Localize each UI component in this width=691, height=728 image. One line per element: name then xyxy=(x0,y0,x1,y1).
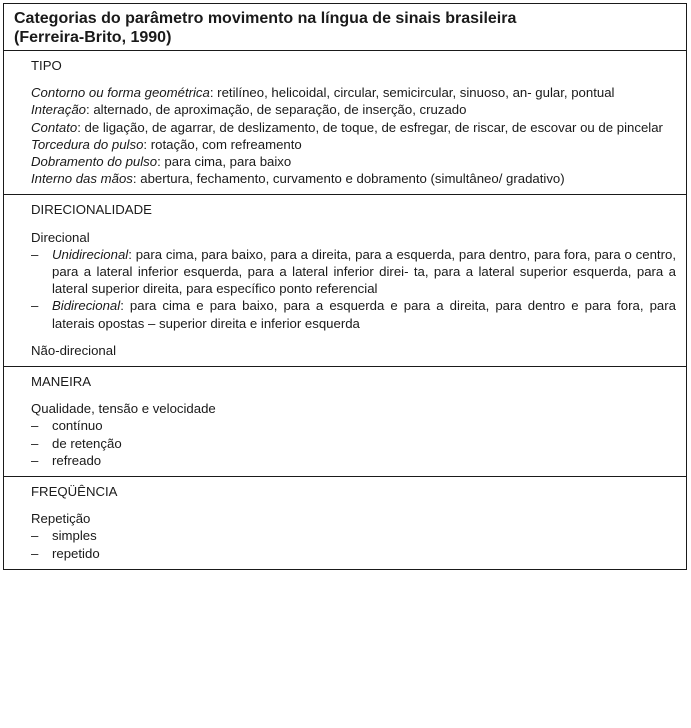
item-text: : retilíneo, helicoidal, circular, semicircular, sinuoso, an- gular, pontual xyxy=(209,85,615,101)
item-term: Dobramento do pulso xyxy=(31,154,158,170)
item-term: Interação xyxy=(31,102,86,118)
list-item xyxy=(31,153,676,170)
list-item xyxy=(31,246,676,298)
item-term: Interno das mãos xyxy=(31,171,133,187)
item-term: Unidirecional xyxy=(52,246,129,262)
item-text: : rotação, com refreamento xyxy=(143,136,302,152)
title-line-1: Categorias do parâmetro movimento na língua de sinais brasileira xyxy=(14,10,517,27)
list-item xyxy=(31,170,676,187)
dash-bullet: – xyxy=(31,452,39,468)
section-heading: DIRECIONALIDADE xyxy=(31,202,152,218)
list-item: – repetido xyxy=(31,545,100,561)
dash-bullet: – xyxy=(31,298,39,314)
list-item: – de retenção xyxy=(31,435,122,451)
item-text: : alternado, de aproximação, de separação, de inserção, cruzado xyxy=(86,102,467,118)
list-item xyxy=(31,101,676,118)
table-title xyxy=(4,4,686,51)
section-maneira xyxy=(4,367,686,477)
list-item xyxy=(31,136,676,153)
subheading: Não-direcional xyxy=(31,342,117,358)
subheading: Repetição xyxy=(31,511,91,527)
item-term: Contorno ou forma geométrica xyxy=(31,85,210,101)
dash-bullet: – xyxy=(31,528,39,544)
title-line-2: (Ferreira-Brito, 1990) xyxy=(14,29,172,46)
subheading: Direcional xyxy=(31,229,90,245)
item-text: : para cima, para baixo, para a direita, para a esquerda, para dentro, para fora, para o centro, para a lateral inferior esquerda, para a lateral inferior direi- ta, para a lateral superior esquerda, para a lateral superior direita, para específico ponto referencial xyxy=(52,246,676,297)
categories-table xyxy=(3,3,687,570)
dash-bullet: – xyxy=(31,545,39,561)
list-item xyxy=(31,297,676,331)
section-heading: MANEIRA xyxy=(31,374,92,390)
item-text: : para cima, para baixo xyxy=(157,154,292,170)
item-text: : de ligação, de agarrar, de deslizamento, de toque, de esfregar, de riscar, de escovar ou de pincelar xyxy=(77,119,663,135)
list-item xyxy=(31,119,676,136)
section-heading: FREQÜÊNCIA xyxy=(31,484,118,500)
item-text: : abertura, fechamento, curvamento e dobramento (simultâneo/ gradativo) xyxy=(132,171,565,187)
item-term: Contato xyxy=(31,119,78,135)
dash-bullet: – xyxy=(31,418,39,434)
list-item: – simples xyxy=(31,528,97,544)
item-term: Bidirecional xyxy=(52,298,121,314)
list-item: – contínuo xyxy=(31,418,103,434)
section-tipo xyxy=(4,51,686,195)
list-item xyxy=(31,84,676,101)
dash-bullet: – xyxy=(31,246,39,262)
section-direcionalidade xyxy=(4,195,686,367)
section-heading: TIPO xyxy=(31,58,62,73)
item-text: : para cima e para baixo, para a esquerda e para a direita, para dentro e para fora, para laterais opostas – superior direita e inferior esquerda xyxy=(52,298,676,331)
subheading: Qualidade, tensão e velocidade xyxy=(31,401,216,417)
list-item: – refreado xyxy=(31,452,102,468)
dash-bullet: – xyxy=(31,435,39,451)
item-term: Torcedura do pulso xyxy=(31,136,144,152)
section-frequencia xyxy=(4,477,686,569)
